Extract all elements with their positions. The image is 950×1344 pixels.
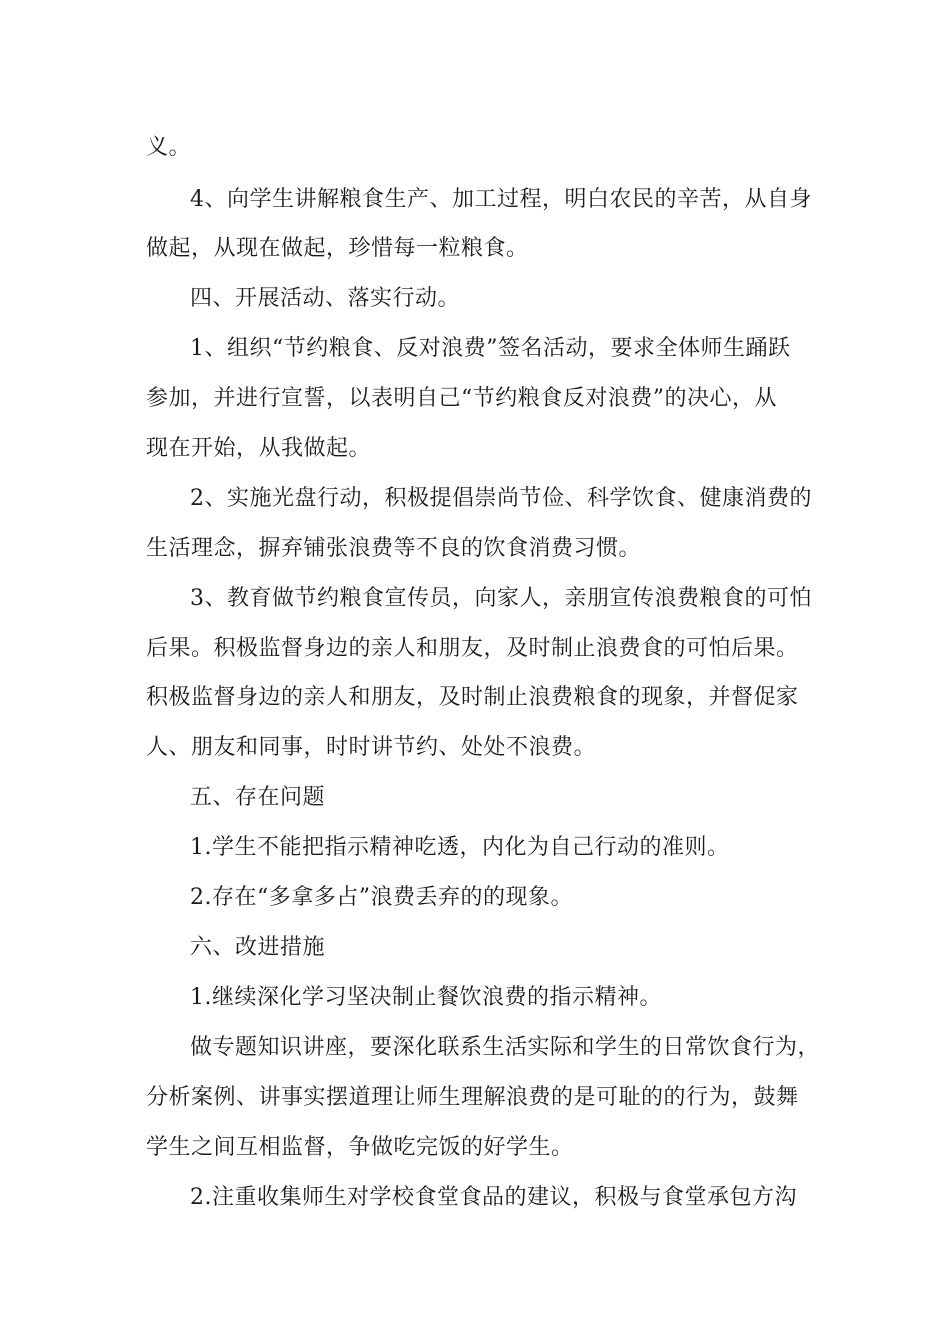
text-line: 2、实施光盘行动，积极提倡崇尚节俭、科学饮食、健康消费的 bbox=[190, 486, 812, 511]
section-heading: 五、存在问题 bbox=[190, 785, 326, 810]
text-line: 生活理念，摒弃铺张浪费等不良的饮食消费习惯。 bbox=[146, 536, 642, 561]
text-line: 参加，并进行宣誓，以表明自己“节约粮食反对浪费”的决心，从 bbox=[146, 386, 777, 411]
text-line: 后果。积极监督身边的亲人和朋友，及时制止浪费食的可怕后果。 bbox=[146, 636, 799, 661]
text-line: 2.注重收集师生对学校食堂食品的建议，积极与食堂承包方沟 bbox=[190, 1185, 797, 1210]
text-line: 义。 bbox=[146, 135, 192, 160]
text-line: 3、教育做节约粮食宣传员，向家人，亲朋宣传浪费粮食的可怕 bbox=[190, 586, 812, 611]
text-line: 做起，从现在做起，珍惜每一粒粮食。 bbox=[146, 236, 529, 261]
text-line: 学生之间互相监督，争做吃完饭的好学生。 bbox=[146, 1135, 574, 1160]
section-heading: 四、开展活动、落实行动。 bbox=[190, 286, 461, 311]
text-line: 积极监督身边的亲人和朋友，及时制止浪费粮食的现象，并督促家 bbox=[146, 685, 799, 710]
text-line: 2.存在“多拿多占”浪费丢弃的的现象。 bbox=[190, 885, 573, 910]
text-line: 1、组织“节约粮食、反对浪费”签名活动，要求全体师生踊跃 bbox=[190, 336, 791, 361]
text-line: 做专题知识讲座，要深化联系生活实际和学生的日常饮食行为， bbox=[190, 1035, 821, 1060]
text-line: 1.继续深化学习坚决制止餐饮浪费的指示精神。 bbox=[190, 985, 662, 1010]
text-line: 人、朋友和同事，时时讲节约、处处不浪费。 bbox=[146, 735, 597, 760]
section-heading: 六、改进措施 bbox=[190, 935, 326, 960]
text-line: 4、向学生讲解粮食生产、加工过程，明白农民的辛苦，从自身 bbox=[190, 187, 812, 212]
text-line: 分析案例、讲事实摆道理让师生理解浪费的是可耻的的行为，鼓舞 bbox=[146, 1085, 799, 1110]
text-line: 1.学生不能把指示精神吃透，内化为自己行动的准则。 bbox=[190, 835, 730, 860]
text-line: 现在开始，从我做起。 bbox=[146, 436, 372, 461]
